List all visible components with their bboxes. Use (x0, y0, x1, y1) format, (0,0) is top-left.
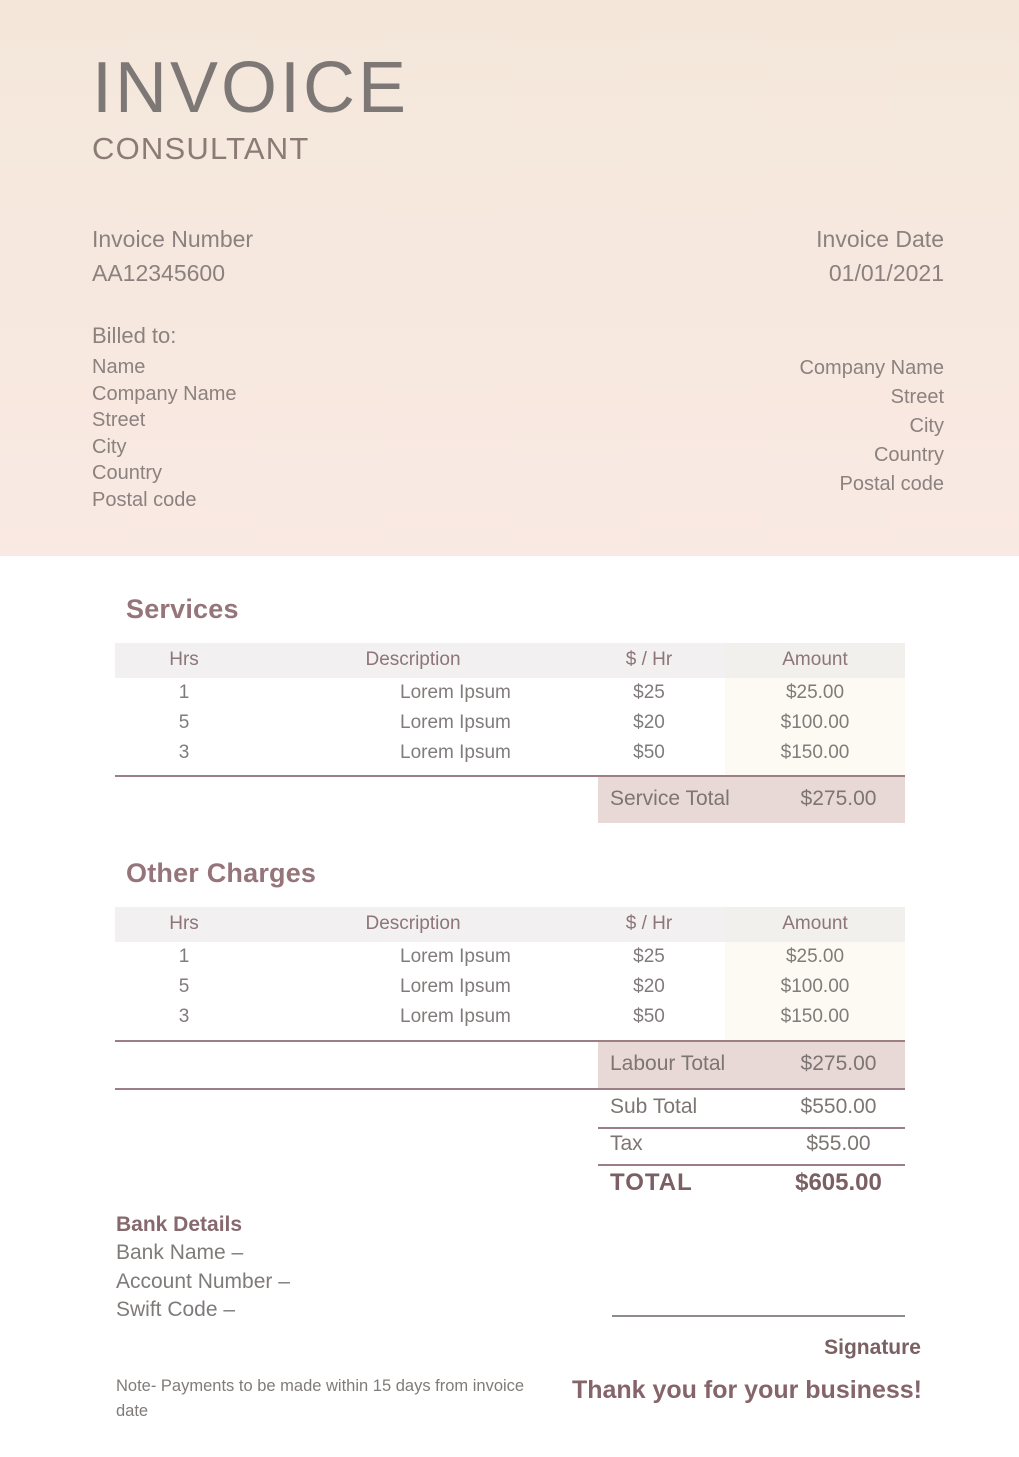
cell-amount: $100.00 (725, 972, 905, 1002)
column-header-description: Description (253, 643, 573, 678)
billed-to-line: Name (92, 356, 146, 378)
tax-value: $55.00 (806, 1132, 871, 1155)
payment-note: Note- Payments to be made within 15 days from invoice date (116, 1377, 525, 1420)
cell-rate: $25 (633, 682, 665, 703)
cell-hrs: 3 (178, 742, 190, 763)
cell-rate: $25 (633, 946, 665, 967)
labour-total-label: Labour Total (610, 1052, 726, 1075)
cell-description: Lorem Ipsum (400, 682, 511, 703)
service-total-label: Service Total (610, 787, 730, 810)
table-header-row (115, 907, 905, 942)
billed-to-line: Company Name (92, 382, 237, 405)
table-row (115, 972, 905, 1002)
cell-amount: $150.00 (725, 738, 905, 768)
grand-total-value: $605.00 (795, 1169, 882, 1196)
cell-description: Lorem Ipsum (400, 1006, 511, 1027)
bank-name-line: Bank Name – (116, 1241, 244, 1264)
column-header-amount: Amount (725, 643, 905, 678)
cell-hrs: 5 (178, 712, 190, 733)
cell-rate: $20 (633, 976, 665, 997)
cell-hrs: 1 (178, 946, 190, 967)
cell-hrs: 5 (178, 976, 190, 997)
invoice-number-label: Invoice Number (92, 226, 254, 252)
cell-amount: $150.00 (725, 1002, 905, 1032)
column-header-description: Description (253, 907, 573, 942)
cell-amount: $100.00 (725, 708, 905, 738)
signature-label: Signature (824, 1336, 921, 1359)
sender-address-line: City (909, 415, 944, 437)
grand-total-row (598, 1166, 905, 1203)
cell-description: Lorem Ipsum (400, 976, 511, 997)
signature-line (612, 1315, 905, 1317)
cell-rate: $20 (633, 712, 665, 733)
cell-description: Lorem Ipsum (400, 712, 511, 733)
cell-hrs: 1 (178, 682, 190, 703)
services-heading: Services (126, 594, 239, 624)
page-title: INVOICE (92, 48, 410, 128)
sub-total-label: Sub Total (610, 1095, 698, 1118)
brand-subtitle: CONSULTANT (92, 131, 310, 166)
billed-to-line: Street (92, 409, 146, 431)
invoice-date-label: Invoice Date (816, 226, 944, 252)
swift-code-line: Swift Code – (116, 1298, 236, 1321)
table-header-row (115, 643, 905, 678)
sub-total-row (598, 1090, 905, 1129)
account-number-line: Account Number – (116, 1269, 290, 1293)
sub-total-value: $550.00 (800, 1095, 877, 1118)
tax-row (598, 1127, 905, 1166)
table-row (115, 678, 905, 708)
cell-rate: $50 (633, 1006, 665, 1027)
cell-rate: $50 (633, 742, 665, 763)
sender-address-line: Street (890, 386, 944, 408)
thank-you-message: Thank you for your business! (571, 1376, 922, 1404)
grand-total-label: TOTAL (610, 1169, 693, 1196)
sender-address-line: Country (873, 444, 944, 466)
column-header-hrs: Hrs (115, 907, 253, 942)
cell-hrs: 3 (178, 1006, 190, 1027)
sender-address-line: Postal code (839, 473, 944, 495)
invoice-number-value: AA12345600 (92, 260, 226, 286)
invoice-date-value: 01/01/2021 (828, 260, 944, 286)
billed-to-block (92, 322, 237, 513)
table-row (115, 942, 905, 972)
invoice-date-block (816, 222, 944, 290)
billed-to-line: Postal code (92, 488, 197, 511)
service-total-row (598, 777, 905, 823)
table-row (115, 738, 905, 768)
column-header-amount: Amount (725, 907, 905, 942)
billed-to-line: City (92, 435, 127, 458)
billed-to-label: Billed to: (92, 323, 177, 348)
brand-block (92, 48, 410, 166)
column-header-hrs: Hrs (115, 643, 253, 678)
cell-amount: $25.00 (725, 942, 905, 972)
cell-description: Lorem Ipsum (400, 946, 511, 967)
cell-description: Lorem Ipsum (400, 742, 511, 763)
bank-details-block (116, 1210, 290, 1325)
cell-amount: $25.00 (725, 678, 905, 708)
column-header-rate: $ / Hr (573, 643, 725, 678)
column-header-rate: $ / Hr (573, 907, 725, 942)
labour-total-row (598, 1042, 905, 1088)
sender-address-block (799, 354, 944, 499)
tax-label: Tax (610, 1132, 643, 1155)
sender-address-line: Company Name (799, 357, 944, 379)
other-charges-heading: Other Charges (126, 858, 317, 888)
table-row (115, 1002, 905, 1032)
labour-total-value: $275.00 (800, 1052, 877, 1075)
service-total-value: $275.00 (800, 787, 877, 810)
bank-details-title: Bank Details (116, 1213, 243, 1236)
billed-to-line: Country (92, 462, 163, 484)
table-row (115, 708, 905, 738)
invoice-number-block (92, 222, 253, 290)
